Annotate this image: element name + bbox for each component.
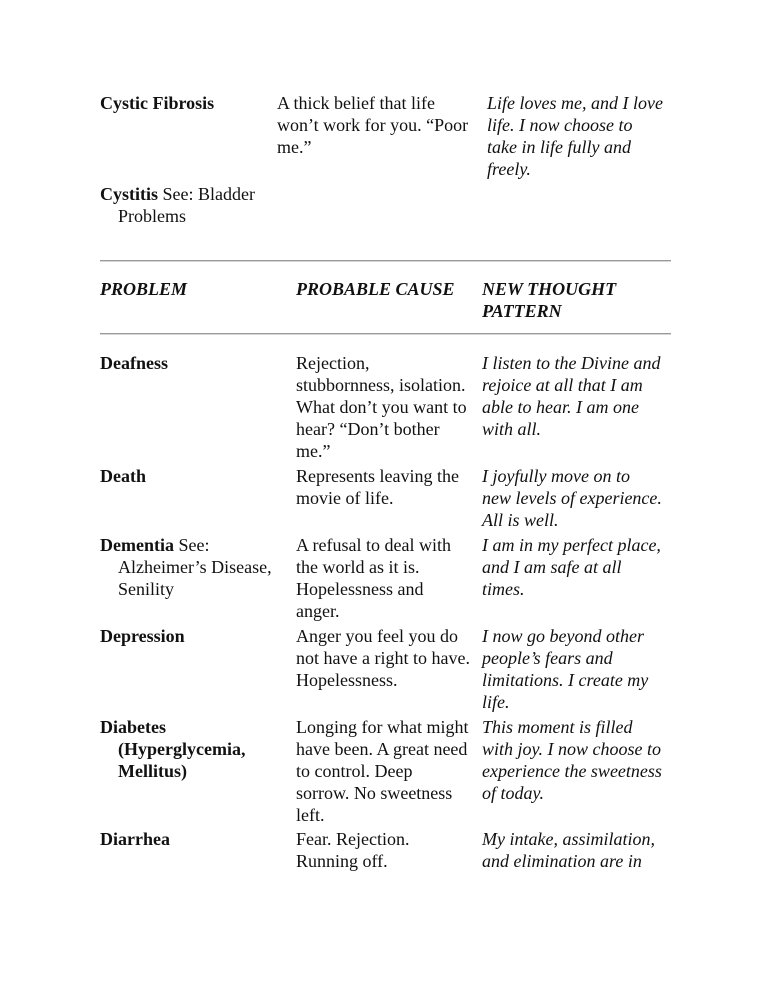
pattern-death: I joyfully move on to new levels of experience. All is well. [482,466,662,530]
header-top-rule [100,260,671,261]
pattern-diarrhea: My intake, assimilation, and elimination are in [482,829,655,871]
cause-dementia: A refusal to deal with the world as it is. Hopelessness and anger. [296,535,451,621]
cause-deafness: Rejection, stubbornness, isolation. What don’t you want to hear? “Don’t bother me.” [296,353,467,461]
header-problem: PROBLEM [100,279,188,299]
pattern-diabetes: This moment is filled with joy. I now choose to experience the sweetness of today. [482,717,662,803]
pattern-dementia: I am in my perfect place, and I am safe at all times. [482,535,661,599]
cause-diarrhea: Fear. Rejection. Running off. [296,829,410,871]
cause-diabetes: Longing for what might have been. A great need to control. Deep sorrow. No sweetness left. [296,717,469,825]
pattern-deafness: I listen to the Divine and rejoice at all that I am able to hear. I am one with all. [482,353,661,439]
term-death: Death [100,466,146,486]
cause-cystic-fibrosis: A thick belief that life won’t work for you. “Poor me.” [277,93,469,157]
dementia-see: See: Alzheimer’s Disease, Senility [118,535,272,599]
term-cystitis [100,183,298,227]
cystitis-term: Cystitis [100,184,158,204]
header-probable-cause: PROBABLE CAUSE [296,279,455,299]
cause-depression: Anger you feel you do not have a right to have. Hopelessness. [296,626,470,690]
term-deafness: Deafness [100,353,168,373]
term-dementia [100,534,308,600]
term-diarrhea: Diarrhea [100,829,170,849]
header-new-thought-pattern: NEW THOUGHT PATTERN [482,279,617,321]
dementia-term: Dementia [100,535,174,555]
pattern-depression: I now go beyond other people’s fears and limitations. I create my life. [482,626,649,712]
term-depression: Depression [100,626,185,646]
term-diabetes: Diabetes (Hyperglycemia, Mellitus) [100,717,246,781]
cause-death: Represents leaving the movie of life. [296,466,459,508]
header-bottom-rule [100,333,671,334]
term-cystic-fibrosis: Cystic Fibrosis [100,93,215,113]
pattern-cystic-fibrosis: Life loves me, and I love life. I now choose to take in life fully and freely. [487,93,663,179]
cystitis-see: See: Bladder Problems [118,184,255,226]
